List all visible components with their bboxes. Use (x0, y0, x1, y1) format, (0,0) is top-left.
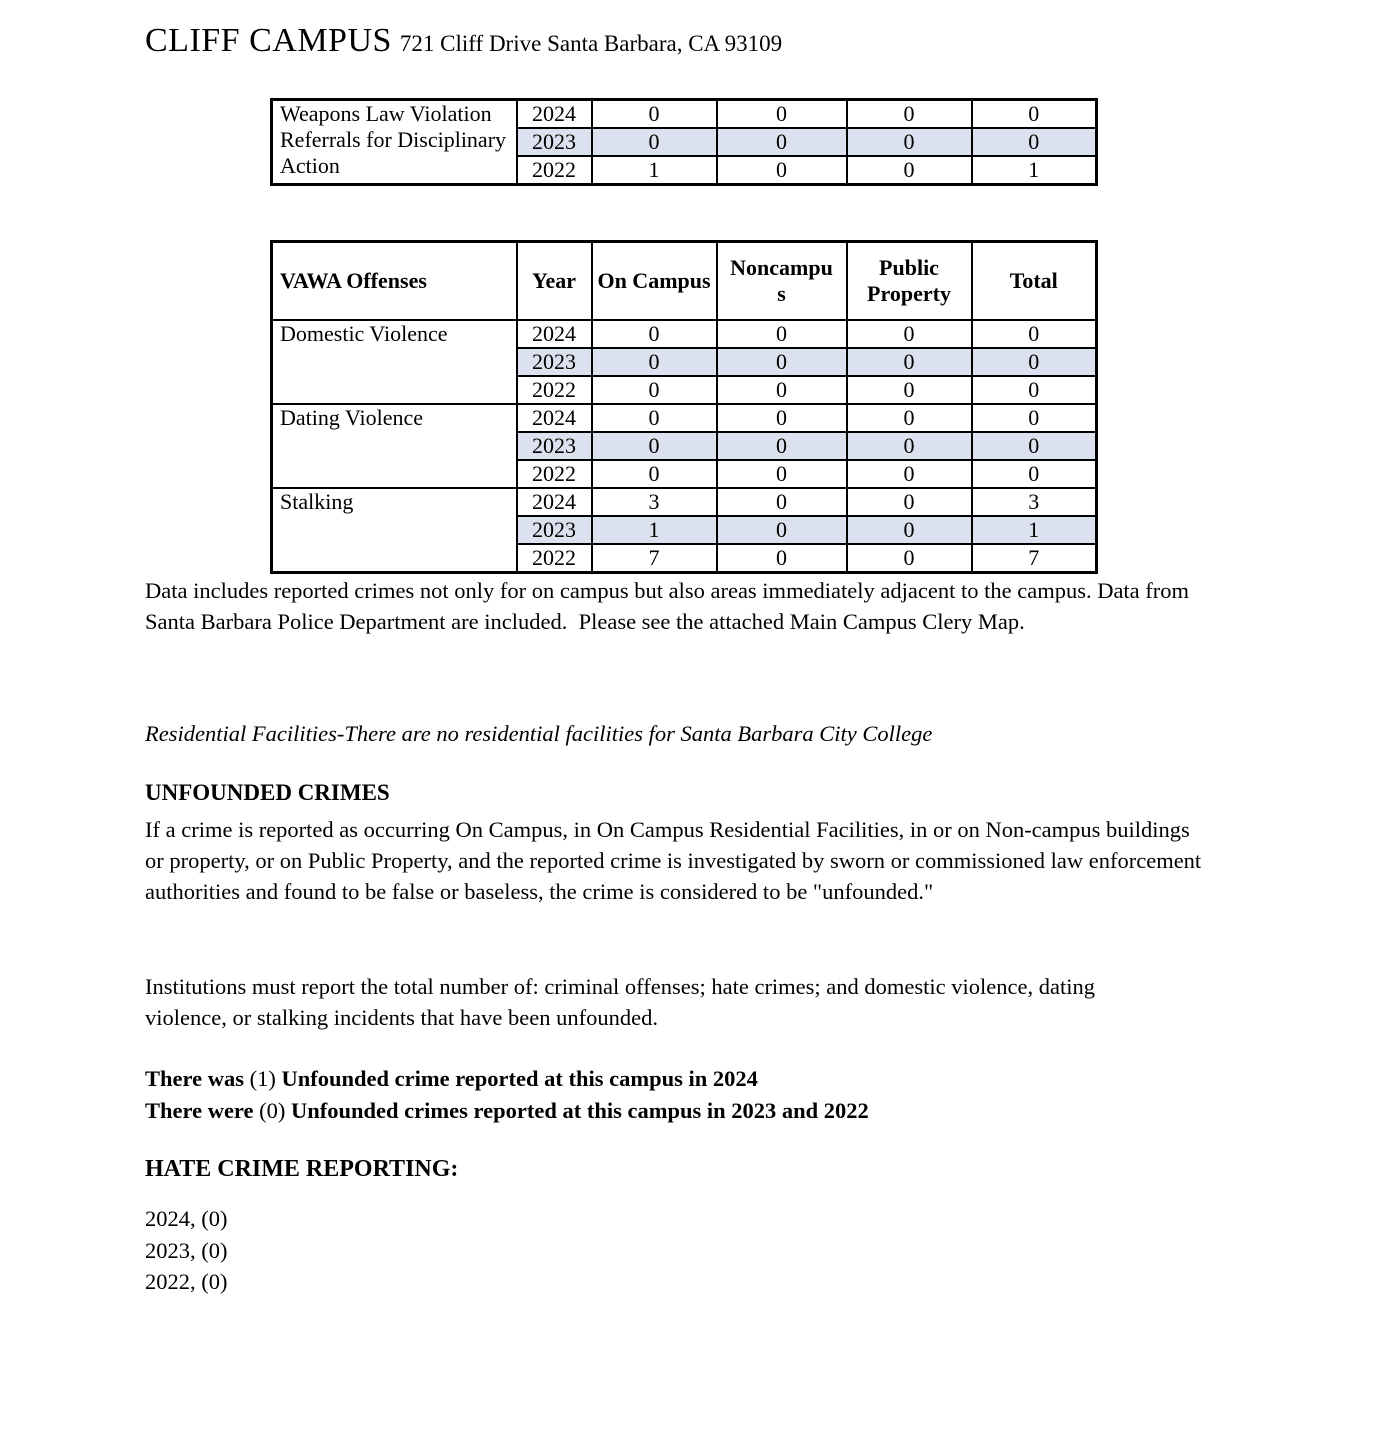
on-campus-cell: 0 (592, 348, 717, 376)
institutions-note-paragraph: Institutions must report the total number of: criminal offenses; hate crimes; and domestic violence, dating violence, or stalking incidents that have been unfounded. (145, 974, 1101, 1030)
on-campus-cell: 7 (592, 544, 717, 573)
total-cell: 0 (972, 432, 1097, 460)
public-property-cell: 0 (847, 516, 972, 544)
on-campus-cell: 0 (592, 320, 717, 348)
year-cell: 2024 (517, 404, 592, 432)
hate-crime-heading: HATE CRIME REPORTING: (145, 1156, 459, 1182)
weapons-referrals-table (270, 98, 1098, 186)
year-cell: 2023 (517, 348, 592, 376)
year-cell: 2023 (517, 432, 592, 460)
public-property-cell: 0 (847, 156, 972, 185)
total-cell: 0 (972, 404, 1097, 432)
year-header: Year (517, 242, 592, 320)
noncampus-cell: 0 (717, 348, 847, 376)
year-cell: 2022 (517, 544, 592, 573)
on-campus-cell: 0 (592, 432, 717, 460)
public-property-cell: 0 (847, 320, 972, 348)
total-cell: 0 (972, 376, 1097, 404)
public-property-cell: 0 (847, 432, 972, 460)
on-campus-cell: 3 (592, 488, 717, 516)
total-cell: 0 (972, 320, 1097, 348)
table-row (272, 488, 1097, 516)
on-campus-cell: 0 (592, 376, 717, 404)
year-cell: 2024 (517, 100, 592, 129)
noncampus-cell: 0 (717, 516, 847, 544)
unfounded-prior-line (145, 1098, 869, 1123)
total-cell: 0 (972, 100, 1097, 129)
unfounded-2024-prefix: There was (145, 1066, 250, 1091)
noncampus-cell: 0 (717, 128, 847, 156)
unfounded-crimes-heading: UNFOUNDED CRIMES (145, 780, 390, 805)
year-cell: 2024 (517, 488, 592, 516)
campus-address: 721 Cliff Drive Santa Barbara, CA 93109 (399, 31, 783, 56)
unfounded-2024-line (145, 1066, 758, 1091)
public-property-cell: 0 (847, 404, 972, 432)
public-property-cell: 0 (847, 128, 972, 156)
hate-crime-line-2022: 2022, (0) (145, 1269, 228, 1294)
table-row (272, 100, 1097, 129)
offense-label-cell: Domestic Violence (272, 320, 517, 404)
vawa-offenses-table (270, 240, 1098, 574)
on-campus-cell: 0 (592, 404, 717, 432)
offense-label-cell: Weapons Law Violation Referrals for Disciplinary Action (272, 100, 517, 185)
noncampus-cell: 0 (717, 404, 847, 432)
on-campus-cell: 0 (592, 460, 717, 488)
vawa-offenses-header: VAWA Offenses (272, 242, 517, 320)
public-property-cell: 0 (847, 376, 972, 404)
year-cell: 2022 (517, 460, 592, 488)
noncampus-cell: 0 (717, 488, 847, 516)
table-row (272, 404, 1097, 432)
public-property-cell: 0 (847, 544, 972, 573)
year-cell: 2022 (517, 376, 592, 404)
on-campus-cell: 0 (592, 128, 717, 156)
noncampus-cell: 0 (717, 320, 847, 348)
page-title (145, 22, 782, 60)
on-campus-header: On Campus (592, 242, 717, 320)
table-header-row (272, 242, 1097, 320)
unfounded-2024-suffix: Unfounded crime reported at this campus in 2024 (275, 1066, 758, 1091)
unfounded-prior-prefix: There were (145, 1098, 260, 1123)
noncampus-cell: 0 (717, 100, 847, 129)
public-property-header: Public Property (847, 242, 972, 320)
total-cell: 0 (972, 460, 1097, 488)
noncampus-cell: 0 (717, 376, 847, 404)
unfounded-counts-block (145, 1063, 869, 1127)
total-cell: 7 (972, 544, 1097, 573)
total-cell: 1 (972, 156, 1097, 185)
unfounded-prior-suffix: Unfounded crimes reported at this campus in 2023 and 2022 (285, 1098, 869, 1123)
data-note-paragraph: Data includes reported crimes not only for on campus but also areas immediately adjacent to the campus. Data from Santa Barbara Police Department are included. Please see the attached Main Campus Clery Map. (145, 578, 1195, 634)
on-campus-cell: 0 (592, 100, 717, 129)
hate-crime-line-2024: 2024, (0) (145, 1206, 228, 1231)
total-cell: 0 (972, 348, 1097, 376)
public-property-cell: 0 (847, 460, 972, 488)
year-cell: 2023 (517, 128, 592, 156)
noncampus-header-text: Noncampus (730, 254, 833, 306)
unfounded-definition-paragraph: If a crime is reported as occurring On Campus, in On Campus Residential Facilities, in or on Non-campus buildings or property, or on Public Property, and the reported crime is investigated by sworn or commissioned law enforcement authorities and found to be false or baseless, the crime is considered to be "unfounded." (145, 817, 1207, 904)
noncampus-cell: 0 (717, 460, 847, 488)
year-cell: 2022 (517, 156, 592, 185)
public-property-cell: 0 (847, 100, 972, 129)
offense-label-cell: Dating Violence (272, 404, 517, 488)
year-cell: 2024 (517, 320, 592, 348)
unfounded-prior-count: (0) (259, 1098, 286, 1123)
hate-crime-counts (145, 1203, 228, 1298)
noncampus-header (717, 242, 847, 320)
total-cell: 0 (972, 128, 1097, 156)
noncampus-cell: 0 (717, 432, 847, 460)
table-row (272, 320, 1097, 348)
public-property-cell: 0 (847, 348, 972, 376)
on-campus-cell: 1 (592, 516, 717, 544)
noncampus-cell: 0 (717, 544, 847, 573)
year-cell: 2023 (517, 516, 592, 544)
public-property-cell: 0 (847, 488, 972, 516)
offense-label-cell: Stalking (272, 488, 517, 573)
on-campus-cell: 1 (592, 156, 717, 185)
unfounded-2024-count: (1) (249, 1066, 276, 1091)
noncampus-cell: 0 (717, 156, 847, 185)
hate-crime-line-2023: 2023, (0) (145, 1237, 228, 1263)
total-cell: 1 (972, 516, 1097, 544)
residential-facilities-note: Residential Facilities-There are no residential facilities for Santa Barbara City College (145, 721, 933, 746)
campus-name: CLIFF CAMPUS (145, 22, 392, 59)
total-cell: 3 (972, 488, 1097, 516)
total-header: Total (972, 242, 1097, 320)
